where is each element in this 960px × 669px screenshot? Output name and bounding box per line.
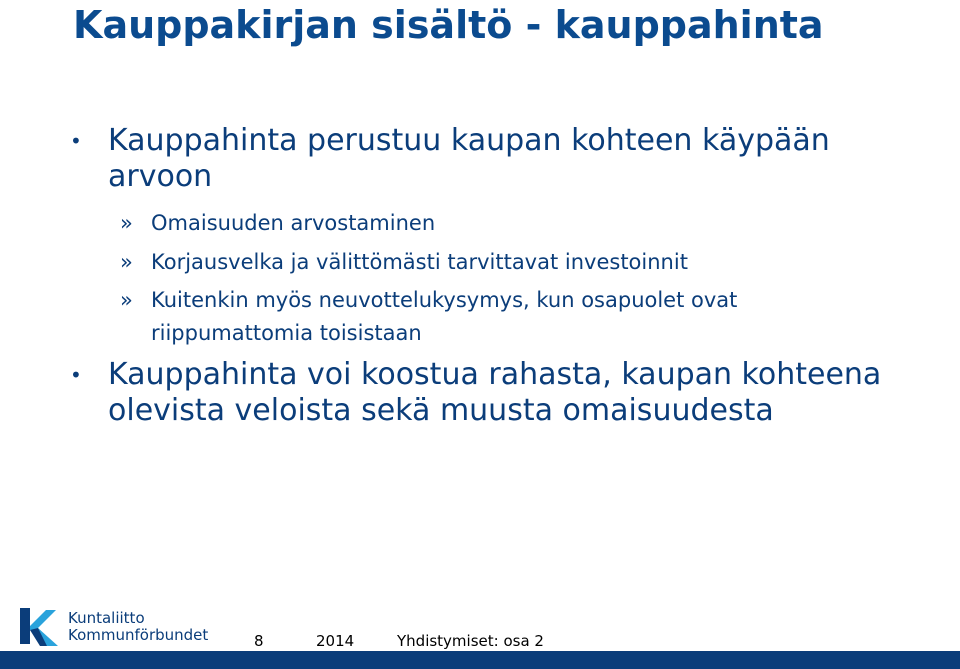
slide-title: Kauppakirjan sisältö - kauppahinta (73, 3, 824, 47)
footer-section: Yhdistymiset: osa 2 (397, 632, 544, 650)
bullet-marker: • (70, 363, 82, 387)
subitem-text: Korjausvelka ja välittömästi tarvittavat investoinnit (151, 250, 688, 274)
kuntaliitto-logo (16, 604, 209, 650)
logo-text-line1: Kuntaliitto (68, 609, 145, 627)
page-number: 8 (254, 632, 264, 650)
footer-year: 2014 (316, 632, 355, 650)
logo-text-line2: Kommunförbundet (68, 626, 209, 644)
subitem-marker: » (120, 288, 133, 312)
subitem-marker: » (120, 250, 133, 274)
bullet-text: Kauppahinta perustuu kaupan kohteen käypään arvoon (108, 123, 830, 194)
subitem-text: Kuitenkin myös neuvottelukysymys, kun osapuolet ovat riippumattomia toisistaan (151, 288, 738, 345)
bullet-text: Kauppahinta voi koostua rahasta, kaupan kohteena olevista veloista sekä muusta omaisuudesta (108, 357, 882, 428)
subitem-text: Omaisuuden arvostaminen (151, 211, 436, 235)
footer-band (0, 651, 960, 669)
subitem-marker: » (120, 211, 133, 235)
kuntaliitto-k-logo-icon (16, 604, 60, 650)
bullet-marker: • (70, 129, 82, 153)
